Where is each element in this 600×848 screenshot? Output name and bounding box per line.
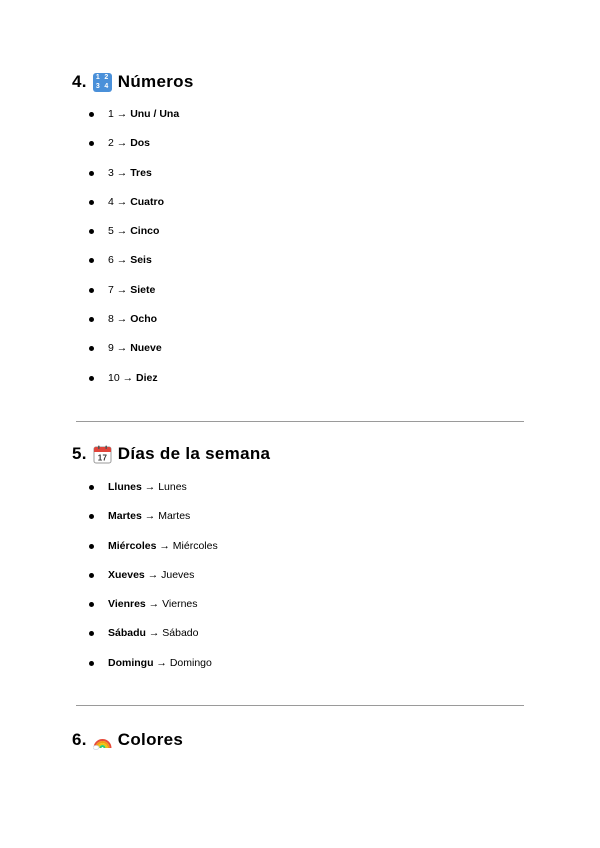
- item-translation: Lunes: [158, 481, 187, 493]
- item-asturian: Miércoles: [108, 539, 157, 552]
- arrow-separator: →: [113, 254, 131, 267]
- days-list: [89, 480, 218, 685]
- arrow-separator: →: [113, 108, 131, 120]
- section-divider: [76, 705, 524, 706]
- item-asturian: Llunes: [108, 481, 142, 493]
- item-number: 2: [108, 137, 114, 150]
- item-number: 7: [108, 283, 114, 296]
- list-item: [89, 626, 218, 655]
- arrow-separator: →: [153, 656, 170, 669]
- item-translation: Sábado: [162, 627, 199, 640]
- list-item: [89, 136, 179, 165]
- section-number: 6.: [72, 730, 87, 749]
- item-translation: Tres: [130, 166, 152, 179]
- list-item: [89, 224, 179, 253]
- icon-digit: 1: [95, 74, 101, 82]
- list-item: [89, 371, 179, 400]
- icon-digit: 2: [104, 74, 109, 82]
- item-translation: Siete: [130, 283, 156, 296]
- arrow-separator: →: [156, 539, 173, 552]
- list-item: [89, 166, 179, 195]
- arrow-separator: →: [141, 510, 159, 523]
- list-item: [89, 568, 218, 597]
- item-translation: Diez: [136, 371, 158, 384]
- list-item: [89, 341, 179, 370]
- arrow-separator: →: [119, 371, 137, 384]
- item-number: 1: [108, 108, 114, 120]
- section-heading-colores: [72, 730, 183, 750]
- item-number: 9: [108, 342, 114, 355]
- list-item: [89, 195, 179, 224]
- arrow-separator: →: [113, 283, 131, 296]
- item-number: 10: [108, 371, 120, 384]
- item-translation: Cinco: [130, 225, 160, 238]
- item-asturian: Martes: [108, 510, 142, 523]
- calendar-icon-day: 17: [97, 453, 108, 462]
- section-number: 5.: [72, 444, 87, 463]
- item-translation: Miércoles: [172, 539, 218, 552]
- arrow-separator: →: [113, 137, 131, 150]
- arrow-separator: →: [113, 342, 131, 355]
- item-asturian: Vienres: [108, 598, 146, 611]
- item-number: 4: [108, 195, 114, 208]
- item-translation: Domingo: [169, 656, 212, 669]
- section-divider: [76, 421, 524, 422]
- section-heading-numeros: [72, 72, 194, 92]
- calendar-icon: [93, 445, 112, 464]
- numbers-list: [89, 107, 179, 400]
- icon-digit: 4: [104, 82, 109, 90]
- item-number: 3: [108, 166, 114, 179]
- item-translation: Seis: [130, 254, 152, 267]
- item-translation: Unu / Una: [130, 108, 180, 120]
- item-number: 8: [108, 313, 114, 326]
- icon-digit: 3: [95, 82, 101, 90]
- arrow-separator: →: [113, 313, 131, 326]
- item-number: 6: [108, 254, 114, 267]
- list-item: [89, 656, 218, 685]
- item-translation: Martes: [158, 510, 191, 523]
- list-item: [89, 509, 218, 538]
- section-title: Días de la semana: [117, 444, 271, 463]
- list-item: [89, 597, 218, 626]
- arrow-separator: →: [113, 195, 131, 208]
- list-item: [89, 539, 218, 568]
- item-asturian: Xueves: [108, 568, 145, 581]
- arrow-separator: →: [141, 481, 159, 493]
- item-number: 5: [108, 225, 114, 238]
- arrow-separator: →: [113, 166, 131, 179]
- item-asturian: Sábadu: [108, 627, 146, 640]
- list-item: [89, 283, 179, 312]
- section-heading-dias: [72, 444, 270, 464]
- arrow-separator: →: [145, 627, 163, 640]
- list-item: [89, 107, 179, 136]
- section-number: 4.: [72, 72, 87, 91]
- arrow-separator: →: [113, 225, 131, 238]
- item-asturian: Domingu: [108, 656, 154, 669]
- rainbow-icon: [93, 731, 112, 750]
- arrow-separator: →: [145, 598, 163, 611]
- item-translation: Dos: [130, 137, 151, 150]
- list-item: [89, 480, 218, 509]
- item-translation: Cuatro: [130, 195, 165, 208]
- item-translation: Ocho: [130, 313, 158, 326]
- section-title: Números: [117, 72, 194, 91]
- item-translation: Jueves: [161, 568, 195, 581]
- item-translation: Viernes: [162, 598, 198, 611]
- arrow-separator: →: [144, 568, 162, 581]
- item-translation: Nueve: [130, 342, 162, 355]
- section-title: Colores: [117, 730, 184, 749]
- list-item: [89, 312, 179, 341]
- input-numbers-icon: [93, 73, 112, 92]
- list-item: [89, 253, 179, 282]
